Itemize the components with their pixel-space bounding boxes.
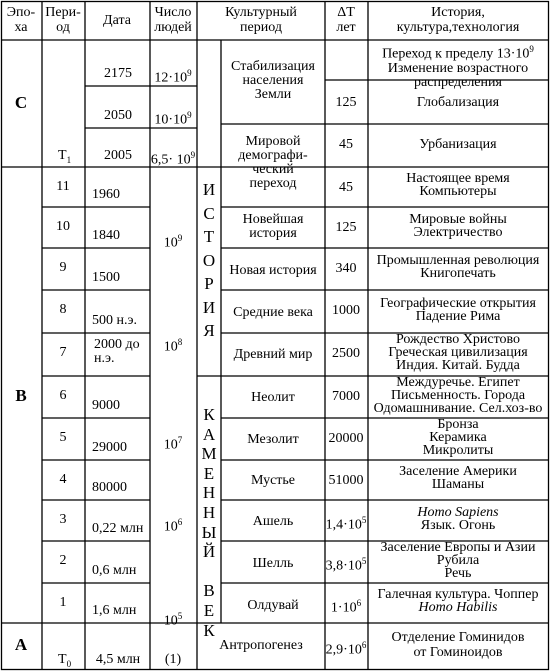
vertical-letter: И bbox=[202, 180, 216, 199]
b-dt-2: $3,8\cdot 10^5$ bbox=[325, 556, 367, 574]
c-people-1: $12\cdot 10^9$ bbox=[154, 68, 192, 86]
b-history-4: Заселение Америки Шаманы bbox=[399, 464, 517, 492]
header-cultural-period: Культурный период bbox=[225, 5, 297, 35]
b-period-9: 9 bbox=[59, 260, 67, 275]
b-date-9: 1500 bbox=[92, 270, 120, 285]
vertical-letter: А bbox=[202, 424, 216, 444]
vertical-letter: М bbox=[201, 444, 217, 464]
b-period-3: 3 bbox=[59, 512, 67, 527]
vertical-letter: Н bbox=[202, 503, 216, 522]
b-dt-10: 125 bbox=[335, 220, 357, 235]
b-dt-6: 7000 bbox=[332, 389, 360, 404]
epoch-c-label: C bbox=[14, 93, 28, 112]
vertical-letter: К bbox=[203, 620, 215, 640]
b-period-7: 7 bbox=[59, 345, 67, 360]
vertical-letter: Ы bbox=[201, 522, 217, 542]
vertical-letter: К bbox=[203, 405, 215, 424]
b-period-2: 2 bbox=[59, 553, 67, 568]
header-delta-t: ΔT лет bbox=[336, 5, 356, 35]
c-dt-125: 125 bbox=[335, 95, 357, 110]
b-dt-3: $1,4\cdot 10^5$ bbox=[325, 515, 367, 533]
a-people: (1) bbox=[164, 652, 182, 667]
vertical-letter: Й bbox=[202, 542, 216, 562]
a-history: Отделение Гоминидов от Гоминоидов bbox=[391, 630, 525, 660]
b-dt-5: 20000 bbox=[328, 431, 364, 446]
b-date-5: 29000 bbox=[92, 440, 127, 455]
vertical-letter: С bbox=[203, 203, 215, 223]
b-cultural-mousterian: Мустье bbox=[250, 473, 296, 488]
b-period-8: 8 bbox=[59, 302, 67, 317]
c-history-1: Переход к пределу $13\cdot 10^9$ Изменение возрастного распределения bbox=[382, 44, 534, 90]
b-history-7: Рождество Христово Греческая цивилизация Индия. Китай. Будда bbox=[388, 332, 528, 373]
b-cultural-mesolithic: Мезолит bbox=[247, 432, 299, 447]
c-cultural-stabilization: Стабилизация населения Земли bbox=[231, 59, 315, 102]
b-history-3: Homo Sapiens Язык. Огонь bbox=[417, 504, 499, 533]
marker-t1: $T_1$ bbox=[58, 148, 72, 165]
b-dt-1: $1\cdot 10^6$ bbox=[330, 598, 362, 616]
c-cultural-demographic-transition: Мировой демографи- ческий переход bbox=[238, 134, 308, 191]
c-history-2: Глобализация bbox=[416, 95, 500, 110]
b-history-8: Географические открытия Падение Рима bbox=[380, 295, 536, 324]
b-history-9: Промышленная революция Книгопечать bbox=[376, 253, 540, 281]
b-history-10: Мировые войны Электричество bbox=[409, 211, 507, 240]
vertical-letter: И bbox=[202, 297, 216, 317]
c-date-2175: 2175 bbox=[104, 66, 132, 81]
header-epoch: Эпо- ха bbox=[6, 5, 36, 35]
b-period-10: 10 bbox=[56, 219, 70, 234]
b-date-2: 0,6 млн bbox=[92, 563, 137, 578]
b-date-3: 0,22 млн bbox=[92, 521, 144, 536]
c-date-2005: 2005 bbox=[104, 148, 132, 163]
epoch-a-label: A bbox=[14, 635, 28, 654]
b-period-5: 5 bbox=[59, 430, 67, 445]
c-people-2: $10\cdot 10^9$ bbox=[154, 110, 192, 128]
b-date-11: 1960 bbox=[92, 187, 120, 202]
a-date: 4,5 млн bbox=[95, 652, 141, 667]
header-history: История, культура,технология bbox=[396, 5, 520, 35]
c-dt-45: 45 bbox=[339, 137, 353, 152]
header-people: Число людей bbox=[154, 5, 192, 35]
b-dt-7: 2500 bbox=[332, 346, 360, 361]
b-people-1e7: $10^7$ bbox=[163, 435, 183, 453]
c-people-3: $6,5\cdot 10^9$ bbox=[150, 150, 196, 168]
b-history-1: Галечная культура. Чоппер Homo Habilis bbox=[377, 587, 539, 615]
b-cultural-ancient-world: Древний мир bbox=[233, 347, 313, 362]
b-cultural-new-history: Новая история bbox=[229, 263, 317, 278]
b-dt-4: 51000 bbox=[328, 473, 364, 488]
b-history-2: Заселение Европы и Азии Рубила Речь bbox=[380, 539, 536, 581]
b-people-1e5: $10^5$ bbox=[163, 611, 183, 629]
b-cultural-oldowan: Олдувай bbox=[247, 598, 299, 613]
header-period: Пери- од bbox=[45, 5, 81, 35]
vertical-letter: О bbox=[202, 250, 216, 270]
c-history-3: Урбанизация bbox=[419, 137, 497, 152]
b-date-4: 80000 bbox=[92, 480, 127, 495]
b-cultural-neolithic: Неолит bbox=[251, 390, 295, 405]
vertical-letter: Р bbox=[204, 274, 214, 293]
b-date-8: 500 н.э. bbox=[92, 313, 138, 328]
vertical-letter: Е bbox=[203, 463, 215, 483]
b-date-1: 1,6 млн bbox=[92, 603, 137, 618]
b-dt-11: 45 bbox=[339, 180, 353, 195]
vertical-letter: Я bbox=[203, 321, 215, 340]
b-people-1e6: $10^6$ bbox=[163, 517, 183, 535]
b-history-5: Бронза Керамика Микролиты bbox=[422, 416, 494, 458]
a-cultural: Антропогенез bbox=[219, 638, 303, 653]
b-date-7: 2000 до н.э. bbox=[94, 337, 140, 366]
b-people-1e9: $10^9$ bbox=[163, 233, 183, 251]
vertical-letter: Е bbox=[203, 601, 215, 620]
b-cultural-acheulean: Ашель bbox=[252, 514, 294, 529]
b-period-11: 11 bbox=[56, 179, 70, 194]
marker-t0: $T_0$ bbox=[58, 652, 72, 669]
b-date-10: 1840 bbox=[92, 228, 120, 243]
b-cultural-middle-ages: Средние века bbox=[233, 305, 313, 320]
c-date-2050: 2050 bbox=[104, 108, 132, 123]
b-history-6: Междуречье. Египет Письменность. Города Одомашнивание. Сел.хоз-во bbox=[373, 374, 543, 416]
b-dt-9: 340 bbox=[335, 261, 357, 276]
b-period-4: 4 bbox=[59, 472, 67, 487]
b-period-1: 1 bbox=[59, 595, 67, 610]
b-date-6: 9000 bbox=[92, 398, 120, 413]
vertical-letter: В bbox=[203, 581, 215, 601]
b-people-1e8: $10^8$ bbox=[163, 337, 183, 355]
b-cultural-chellean: Шелль bbox=[252, 556, 294, 571]
b-cultural-newest-history: Новейшая история bbox=[242, 212, 304, 241]
b-period-6: 6 bbox=[59, 388, 67, 403]
b-dt-8: 1000 bbox=[332, 303, 360, 318]
vertical-letter: Т bbox=[203, 227, 215, 246]
b-history-11: Настоящее время Компьютеры bbox=[406, 171, 510, 199]
vertical-letter: Н bbox=[202, 483, 216, 503]
epoch-b-label: B bbox=[15, 386, 27, 405]
a-dt: $2,9\cdot 10^6$ bbox=[325, 640, 367, 658]
header-date: Дата bbox=[103, 13, 131, 28]
